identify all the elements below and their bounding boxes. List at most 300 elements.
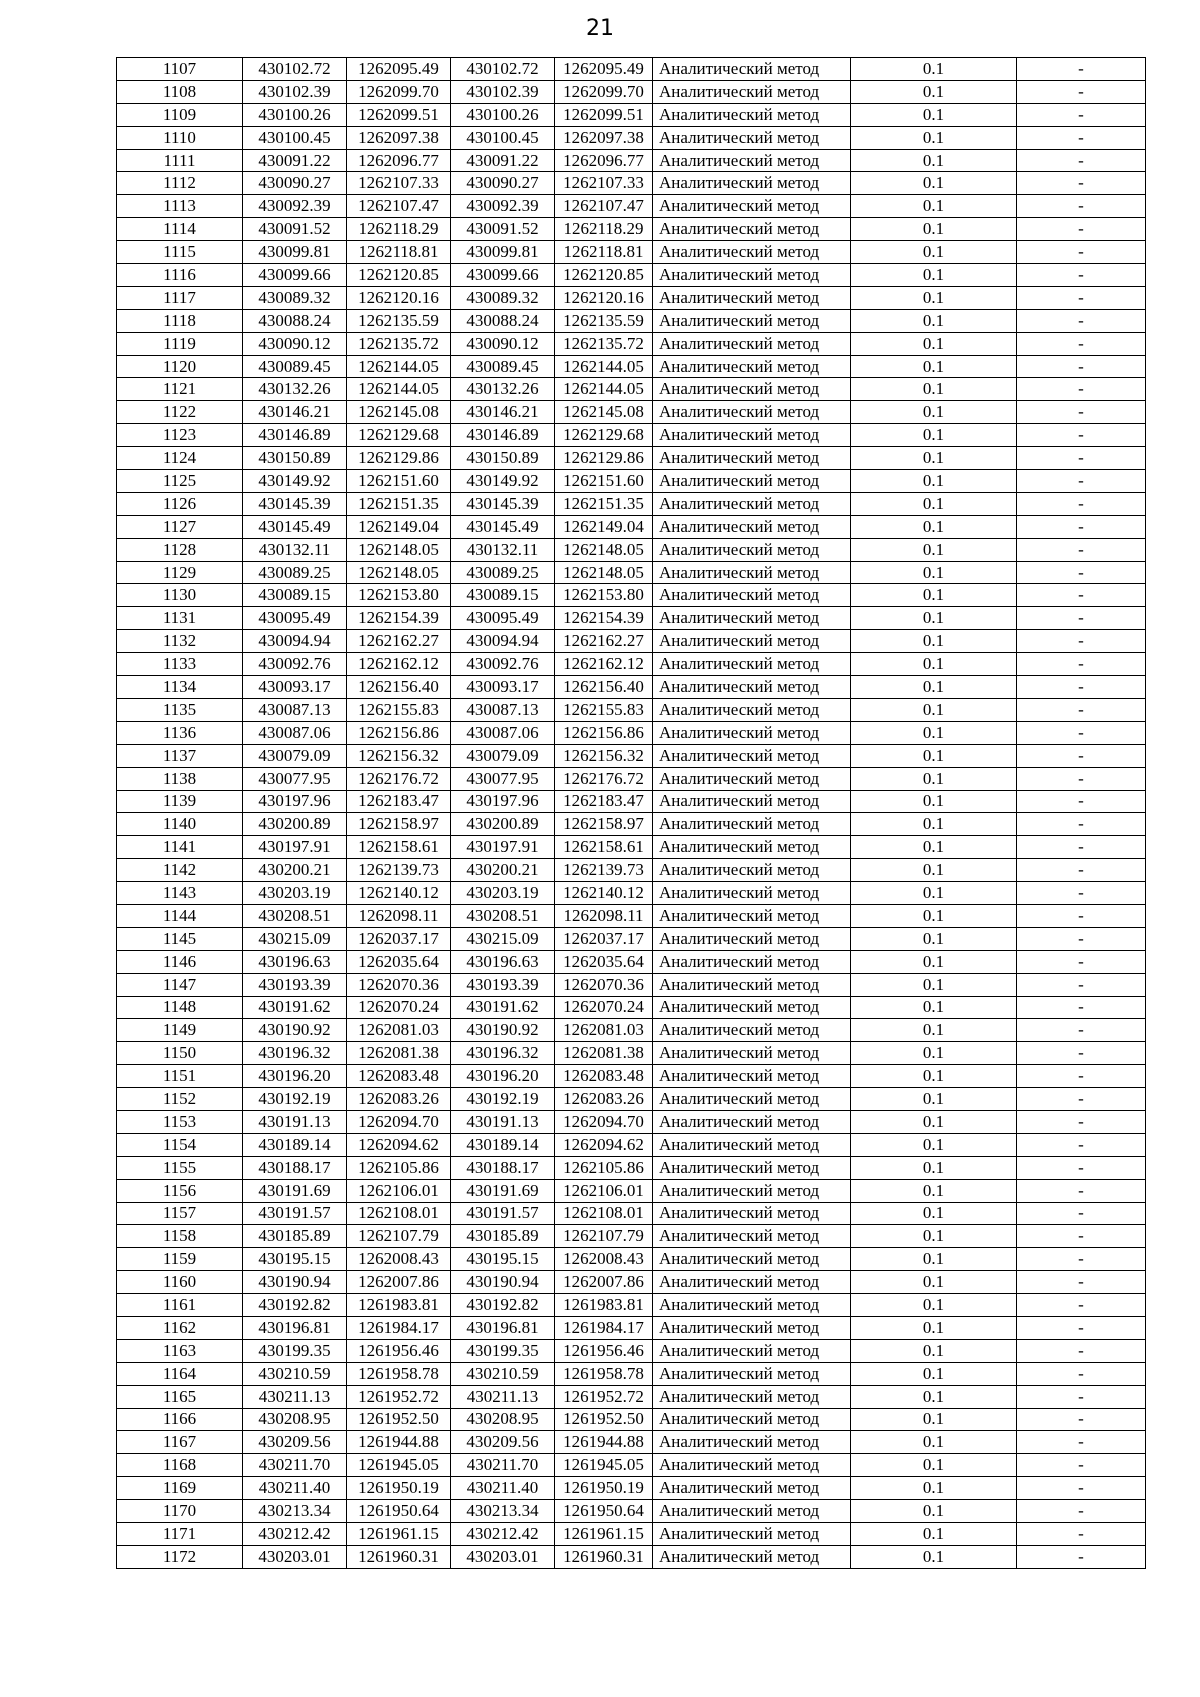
table-row [117,241,1146,264]
y-coord-cell: 1261956.46 [555,1339,653,1362]
y-coord-cell: 1262149.04 [347,515,451,538]
note-cell: - [1017,126,1146,149]
table-row [117,973,1146,996]
x-coord-cell: 430146.89 [243,424,347,447]
note-cell: - [1017,1545,1146,1568]
y-coord-cell: 1261950.19 [347,1477,451,1500]
accuracy-cell: 0.1 [851,1110,1017,1133]
accuracy-cell: 0.1 [851,1248,1017,1271]
x-coord-cell: 430089.15 [243,584,347,607]
note-cell: - [1017,286,1146,309]
y-coord-cell: 1262148.05 [347,561,451,584]
y-coord-cell: 1262097.38 [347,126,451,149]
note-cell: - [1017,630,1146,653]
method-cell: Аналитический метод [653,676,851,699]
note-cell: - [1017,1477,1146,1500]
table-row [117,195,1146,218]
y-coord-cell: 1262094.70 [555,1110,653,1133]
point-number-cell: 1143 [117,882,243,905]
point-number-cell: 1160 [117,1271,243,1294]
note-cell: - [1017,470,1146,493]
x-coord-cell: 430209.56 [243,1431,347,1454]
x-coord-cell: 430200.89 [451,813,555,836]
y-coord-cell: 1262158.97 [347,813,451,836]
accuracy-cell: 0.1 [851,561,1017,584]
point-number-cell: 1172 [117,1545,243,1568]
y-coord-cell: 1262162.27 [555,630,653,653]
y-coord-cell: 1262070.24 [347,996,451,1019]
note-cell: - [1017,1133,1146,1156]
y-coord-cell: 1262105.86 [347,1156,451,1179]
point-number-cell: 1135 [117,698,243,721]
x-coord-cell: 430208.95 [243,1408,347,1431]
x-coord-cell: 430211.70 [243,1454,347,1477]
x-coord-cell: 430193.39 [451,973,555,996]
y-coord-cell: 1262139.73 [347,859,451,882]
point-number-cell: 1140 [117,813,243,836]
method-cell: Аналитический метод [653,378,851,401]
y-coord-cell: 1262037.17 [347,927,451,950]
point-number-cell: 1134 [117,676,243,699]
note-cell: - [1017,698,1146,721]
accuracy-cell: 0.1 [851,195,1017,218]
x-coord-cell: 430203.01 [451,1545,555,1568]
accuracy-cell: 0.1 [851,1477,1017,1500]
y-coord-cell: 1261945.05 [555,1454,653,1477]
accuracy-cell: 0.1 [851,653,1017,676]
y-coord-cell: 1262151.60 [555,470,653,493]
note-cell: - [1017,1408,1146,1431]
x-coord-cell: 430213.34 [451,1500,555,1523]
table-row [117,698,1146,721]
table-row [117,103,1146,126]
table-row [117,1133,1146,1156]
y-coord-cell: 1261961.15 [555,1523,653,1546]
y-coord-cell: 1262158.61 [555,836,653,859]
method-cell: Аналитический метод [653,882,851,905]
x-coord-cell: 430213.34 [243,1500,347,1523]
y-coord-cell: 1261950.64 [555,1500,653,1523]
note-cell: - [1017,515,1146,538]
accuracy-cell: 0.1 [851,1408,1017,1431]
table-row [117,218,1146,241]
accuracy-cell: 0.1 [851,607,1017,630]
method-cell: Аналитический метод [653,424,851,447]
point-number-cell: 1126 [117,492,243,515]
y-coord-cell: 1262129.86 [347,447,451,470]
x-coord-cell: 430079.09 [243,744,347,767]
y-coord-cell: 1262106.01 [555,1179,653,1202]
y-coord-cell: 1262107.47 [347,195,451,218]
note-cell: - [1017,80,1146,103]
y-coord-cell: 1262083.48 [555,1065,653,1088]
y-coord-cell: 1262108.01 [555,1202,653,1225]
table-row [117,401,1146,424]
x-coord-cell: 430145.49 [243,515,347,538]
table-row [117,172,1146,195]
x-coord-cell: 430087.13 [451,698,555,721]
accuracy-cell: 0.1 [851,904,1017,927]
accuracy-cell: 0.1 [851,813,1017,836]
method-cell: Аналитический метод [653,1156,851,1179]
method-cell: Аналитический метод [653,355,851,378]
x-coord-cell: 430149.92 [243,470,347,493]
x-coord-cell: 430210.59 [451,1362,555,1385]
x-coord-cell: 430196.20 [451,1065,555,1088]
y-coord-cell: 1262035.64 [555,950,653,973]
x-coord-cell: 430089.15 [451,584,555,607]
x-coord-cell: 430191.62 [243,996,347,1019]
y-coord-cell: 1262144.05 [347,378,451,401]
x-coord-cell: 430191.13 [243,1110,347,1133]
x-coord-cell: 430208.51 [243,904,347,927]
y-coord-cell: 1261952.72 [347,1385,451,1408]
y-coord-cell: 1261950.64 [347,1500,451,1523]
y-coord-cell: 1262120.85 [555,264,653,287]
x-coord-cell: 430191.69 [243,1179,347,1202]
table-row [117,1316,1146,1339]
method-cell: Аналитический метод [653,515,851,538]
point-number-cell: 1124 [117,447,243,470]
accuracy-cell: 0.1 [851,630,1017,653]
x-coord-cell: 430100.26 [451,103,555,126]
y-coord-cell: 1262008.43 [347,1248,451,1271]
x-coord-cell: 430087.06 [451,721,555,744]
y-coord-cell: 1262153.80 [555,584,653,607]
point-number-cell: 1167 [117,1431,243,1454]
x-coord-cell: 430211.13 [451,1385,555,1408]
y-coord-cell: 1262070.36 [555,973,653,996]
x-coord-cell: 430150.89 [243,447,347,470]
point-number-cell: 1130 [117,584,243,607]
x-coord-cell: 430192.82 [451,1294,555,1317]
point-number-cell: 1112 [117,172,243,195]
point-number-cell: 1162 [117,1316,243,1339]
x-coord-cell: 430149.92 [451,470,555,493]
y-coord-cell: 1262156.40 [555,676,653,699]
note-cell: - [1017,1065,1146,1088]
table-row [117,515,1146,538]
x-coord-cell: 430200.89 [243,813,347,836]
y-coord-cell: 1262129.68 [347,424,451,447]
y-coord-cell: 1262162.12 [347,653,451,676]
method-cell: Аналитический метод [653,1179,851,1202]
note-cell: - [1017,424,1146,447]
x-coord-cell: 430093.17 [451,676,555,699]
table-row [117,1271,1146,1294]
x-coord-cell: 430079.09 [451,744,555,767]
method-cell: Аналитический метод [653,1042,851,1065]
y-coord-cell: 1262154.39 [555,607,653,630]
method-cell: Аналитический метод [653,332,851,355]
method-cell: Аналитический метод [653,1523,851,1546]
table-row [117,1156,1146,1179]
y-coord-cell: 1262140.12 [347,882,451,905]
y-coord-cell: 1261944.88 [347,1431,451,1454]
x-coord-cell: 430200.21 [243,859,347,882]
x-coord-cell: 430212.42 [451,1523,555,1546]
accuracy-cell: 0.1 [851,355,1017,378]
point-number-cell: 1118 [117,309,243,332]
x-coord-cell: 430196.63 [243,950,347,973]
x-coord-cell: 430145.39 [243,492,347,515]
table-row [117,882,1146,905]
table-row [117,1110,1146,1133]
x-coord-cell: 430200.21 [451,859,555,882]
table-row [117,1339,1146,1362]
x-coord-cell: 430146.21 [243,401,347,424]
x-coord-cell: 430095.49 [243,607,347,630]
note-cell: - [1017,996,1146,1019]
accuracy-cell: 0.1 [851,1454,1017,1477]
x-coord-cell: 430192.19 [243,1088,347,1111]
note-cell: - [1017,1179,1146,1202]
note-cell: - [1017,1339,1146,1362]
method-cell: Аналитический метод [653,927,851,950]
method-cell: Аналитический метод [653,950,851,973]
y-coord-cell: 1262162.12 [555,653,653,676]
table-row [117,1088,1146,1111]
x-coord-cell: 430099.66 [243,264,347,287]
x-coord-cell: 430197.91 [243,836,347,859]
table-row [117,1523,1146,1546]
point-number-cell: 1108 [117,80,243,103]
method-cell: Аналитический метод [653,172,851,195]
y-coord-cell: 1262148.05 [347,538,451,561]
x-coord-cell: 430199.35 [451,1339,555,1362]
table-row [117,1202,1146,1225]
point-number-cell: 1114 [117,218,243,241]
method-cell: Аналитический метод [653,264,851,287]
y-coord-cell: 1261950.19 [555,1477,653,1500]
point-number-cell: 1146 [117,950,243,973]
note-cell: - [1017,973,1146,996]
table-row [117,126,1146,149]
x-coord-cell: 430190.94 [451,1271,555,1294]
x-coord-cell: 430196.63 [451,950,555,973]
table-row [117,1454,1146,1477]
point-number-cell: 1168 [117,1454,243,1477]
x-coord-cell: 430203.19 [451,882,555,905]
y-coord-cell: 1262096.77 [347,149,451,172]
method-cell: Аналитический метод [653,607,851,630]
note-cell: - [1017,1431,1146,1454]
note-cell: - [1017,1088,1146,1111]
x-coord-cell: 430191.62 [451,996,555,1019]
x-coord-cell: 430191.57 [451,1202,555,1225]
method-cell: Аналитический метод [653,1088,851,1111]
x-coord-cell: 430145.39 [451,492,555,515]
method-cell: Аналитический метод [653,1362,851,1385]
note-cell: - [1017,241,1146,264]
point-number-cell: 1141 [117,836,243,859]
x-coord-cell: 430087.13 [243,698,347,721]
x-coord-cell: 430210.59 [243,1362,347,1385]
y-coord-cell: 1262156.32 [555,744,653,767]
point-number-cell: 1116 [117,264,243,287]
x-coord-cell: 430196.81 [243,1316,347,1339]
table-row [117,309,1146,332]
y-coord-cell: 1261983.81 [347,1294,451,1317]
point-number-cell: 1152 [117,1088,243,1111]
note-cell: - [1017,218,1146,241]
note-cell: - [1017,264,1146,287]
note-cell: - [1017,378,1146,401]
note-cell: - [1017,355,1146,378]
accuracy-cell: 0.1 [851,515,1017,538]
table-row [117,1042,1146,1065]
x-coord-cell: 430145.49 [451,515,555,538]
y-coord-cell: 1262140.12 [555,882,653,905]
x-coord-cell: 430090.27 [451,172,555,195]
table-row [117,1500,1146,1523]
table-row [117,950,1146,973]
method-cell: Аналитический метод [653,744,851,767]
x-coord-cell: 430077.95 [243,767,347,790]
y-coord-cell: 1262144.05 [555,355,653,378]
point-number-cell: 1144 [117,904,243,927]
method-cell: Аналитический метод [653,1133,851,1156]
method-cell: Аналитический метод [653,309,851,332]
y-coord-cell: 1262129.68 [555,424,653,447]
table-row [117,584,1146,607]
method-cell: Аналитический метод [653,1294,851,1317]
note-cell: - [1017,584,1146,607]
y-coord-cell: 1261958.78 [555,1362,653,1385]
table-row [117,332,1146,355]
x-coord-cell: 430209.56 [451,1431,555,1454]
note-cell: - [1017,1385,1146,1408]
note-cell: - [1017,538,1146,561]
accuracy-cell: 0.1 [851,698,1017,721]
x-coord-cell: 430195.15 [243,1248,347,1271]
point-number-cell: 1129 [117,561,243,584]
point-number-cell: 1165 [117,1385,243,1408]
x-coord-cell: 430087.06 [243,721,347,744]
point-number-cell: 1148 [117,996,243,1019]
method-cell: Аналитический метод [653,904,851,927]
note-cell: - [1017,836,1146,859]
accuracy-cell: 0.1 [851,332,1017,355]
note-cell: - [1017,882,1146,905]
point-number-cell: 1153 [117,1110,243,1133]
table-row [117,561,1146,584]
x-coord-cell: 430132.11 [243,538,347,561]
accuracy-cell: 0.1 [851,1133,1017,1156]
note-cell: - [1017,149,1146,172]
x-coord-cell: 430188.17 [243,1156,347,1179]
note-cell: - [1017,309,1146,332]
y-coord-cell: 1262129.86 [555,447,653,470]
y-coord-cell: 1262154.39 [347,607,451,630]
note-cell: - [1017,103,1146,126]
accuracy-cell: 0.1 [851,492,1017,515]
y-coord-cell: 1262144.05 [347,355,451,378]
point-number-cell: 1107 [117,58,243,81]
y-coord-cell: 1262099.70 [555,80,653,103]
method-cell: Аналитический метод [653,1454,851,1477]
y-coord-cell: 1262083.48 [347,1065,451,1088]
accuracy-cell: 0.1 [851,58,1017,81]
method-cell: Аналитический метод [653,80,851,103]
accuracy-cell: 0.1 [851,401,1017,424]
accuracy-cell: 0.1 [851,676,1017,699]
x-coord-cell: 430092.76 [451,653,555,676]
method-cell: Аналитический метод [653,1271,851,1294]
y-coord-cell: 1262176.72 [347,767,451,790]
x-coord-cell: 430189.14 [243,1133,347,1156]
y-coord-cell: 1262081.38 [347,1042,451,1065]
x-coord-cell: 430211.70 [451,1454,555,1477]
point-number-cell: 1158 [117,1225,243,1248]
point-number-cell: 1133 [117,653,243,676]
method-cell: Аналитический метод [653,470,851,493]
accuracy-cell: 0.1 [851,973,1017,996]
table-row [117,149,1146,172]
method-cell: Аналитический метод [653,790,851,813]
x-coord-cell: 430192.19 [451,1088,555,1111]
table-row [117,836,1146,859]
note-cell: - [1017,904,1146,927]
accuracy-cell: 0.1 [851,1523,1017,1546]
note-cell: - [1017,721,1146,744]
accuracy-cell: 0.1 [851,80,1017,103]
x-coord-cell: 430102.72 [451,58,555,81]
x-coord-cell: 430090.27 [243,172,347,195]
method-cell: Аналитический метод [653,561,851,584]
y-coord-cell: 1261944.88 [555,1431,653,1454]
x-coord-cell: 430077.95 [451,767,555,790]
point-number-cell: 1166 [117,1408,243,1431]
note-cell: - [1017,1523,1146,1546]
y-coord-cell: 1262151.35 [555,492,653,515]
x-coord-cell: 430197.96 [243,790,347,813]
method-cell: Аналитический метод [653,1500,851,1523]
note-cell: - [1017,1225,1146,1248]
x-coord-cell: 430197.96 [451,790,555,813]
y-coord-cell: 1262108.01 [347,1202,451,1225]
point-number-cell: 1111 [117,149,243,172]
point-number-cell: 1119 [117,332,243,355]
y-coord-cell: 1262105.86 [555,1156,653,1179]
accuracy-cell: 0.1 [851,1339,1017,1362]
accuracy-cell: 0.1 [851,1545,1017,1568]
note-cell: - [1017,172,1146,195]
y-coord-cell: 1262151.35 [347,492,451,515]
method-cell: Аналитический метод [653,767,851,790]
method-cell: Аналитический метод [653,1065,851,1088]
y-coord-cell: 1262037.17 [555,927,653,950]
table-row [117,630,1146,653]
y-coord-cell: 1262148.05 [555,538,653,561]
table-row [117,744,1146,767]
y-coord-cell: 1262135.59 [347,309,451,332]
accuracy-cell: 0.1 [851,103,1017,126]
y-coord-cell: 1262094.70 [347,1110,451,1133]
method-cell: Аналитический метод [653,836,851,859]
accuracy-cell: 0.1 [851,767,1017,790]
method-cell: Аналитический метод [653,1339,851,1362]
y-coord-cell: 1262176.72 [555,767,653,790]
point-number-cell: 1169 [117,1477,243,1500]
y-coord-cell: 1262096.77 [555,149,653,172]
note-cell: - [1017,332,1146,355]
accuracy-cell: 0.1 [851,927,1017,950]
note-cell: - [1017,676,1146,699]
y-coord-cell: 1262155.83 [555,698,653,721]
x-coord-cell: 430190.94 [243,1271,347,1294]
accuracy-cell: 0.1 [851,1294,1017,1317]
